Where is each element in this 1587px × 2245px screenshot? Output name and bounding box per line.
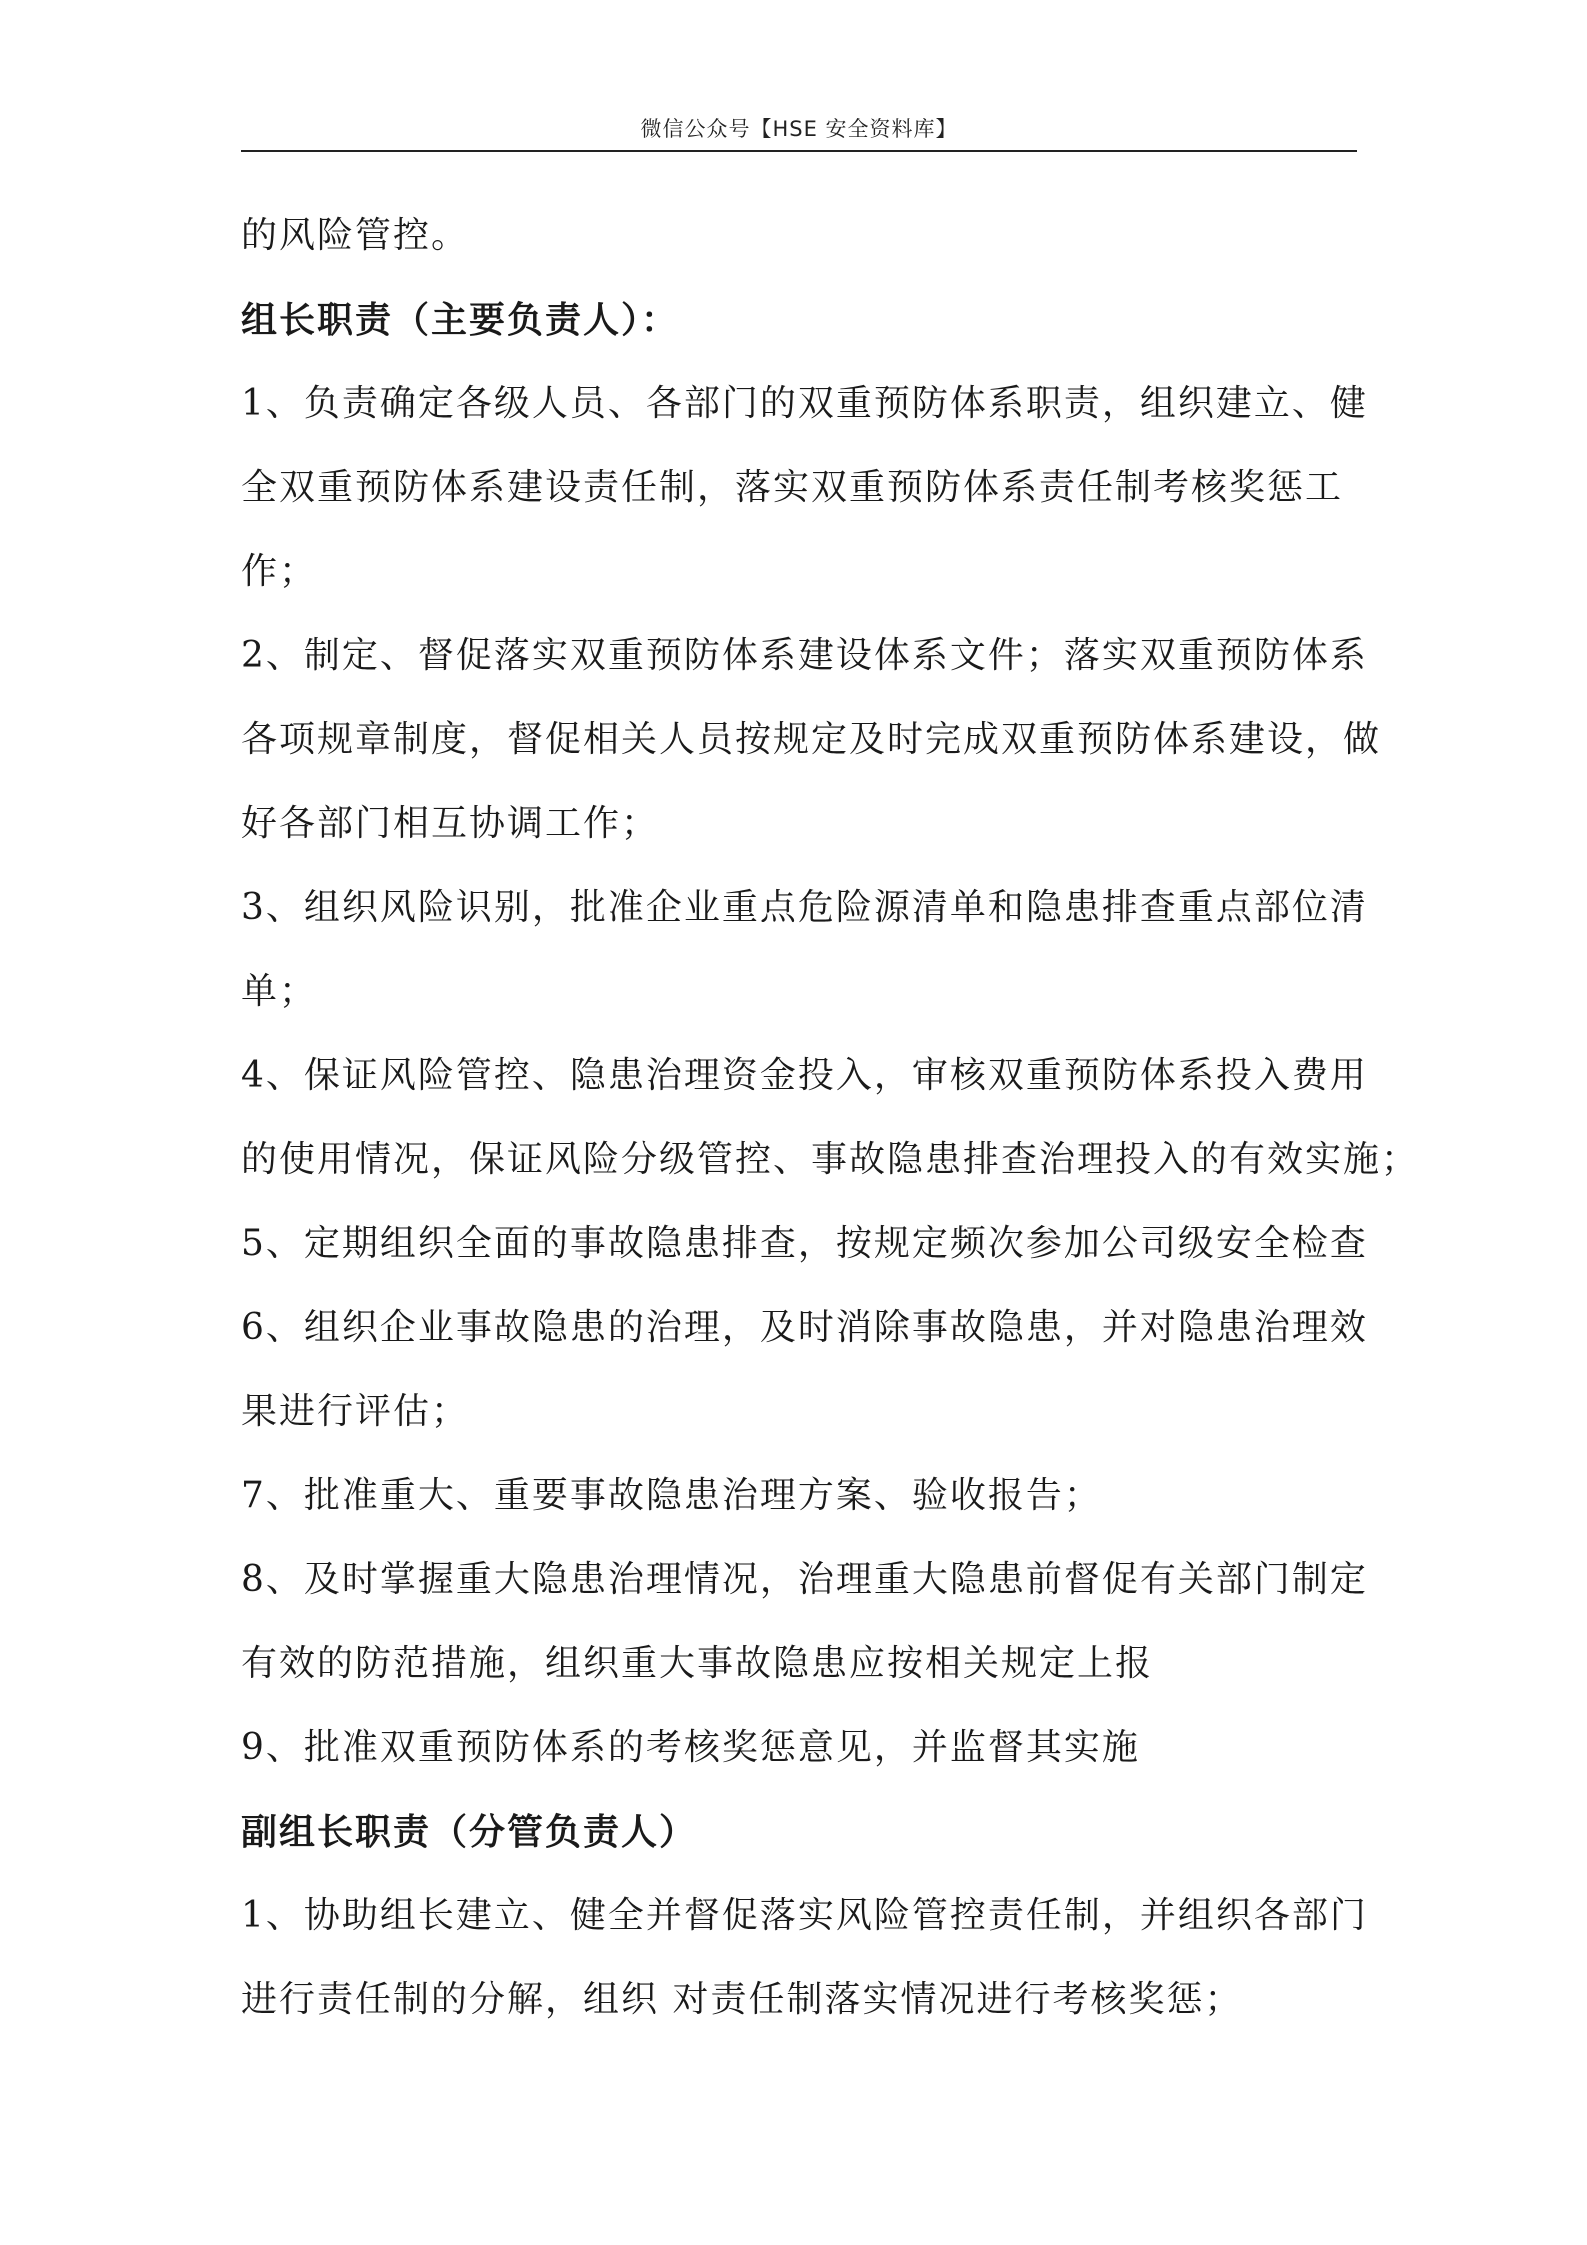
section-heading-leader: 组长职责（主要负责人）： [241,299,680,341]
text-line: 单； [241,971,318,1012]
text-line: 7、批准重大、重要事故隐患治理方案、验收报告； [241,1475,1102,1516]
text-line: 果进行评估； [241,1391,470,1432]
text-line: 4、保证风险管控、隐患治理资金投入，审核双重预防体系投入费用 [241,1055,1368,1096]
page-header [241,108,1357,152]
text-line: 6、组织企业事故隐患的治理，及时消除事故隐患，并对隐患治理效 [241,1307,1368,1348]
text-line: 9、批准双重预防体系的考核奖惩意见，并监督其实施 [241,1727,1140,1768]
text-line: 1、负责确定各级人员、各部门的双重预防体系职责，组织建立、健 [241,383,1368,424]
document-body [241,194,1420,2042]
text-line: 3、组织风险识别，批准企业重点危险源清单和隐患排查重点部位清 [241,887,1368,928]
text-line: 1、协助组长建立、健全并督促落实风险管控责任制，并组织各部门 [241,1895,1368,1936]
text-line: 的使用情况，保证风险分级管控、事故隐患排查治理投入的有效实施； [241,1139,1420,1180]
text-line: 有效的防范措施，组织重大事故隐患应按相关规定上报 [241,1643,1154,1684]
text-line: 全双重预防体系建设责任制，落实双重预防体系责任制考核奖惩工 [241,467,1344,508]
text-line: 8、及时掌握重大隐患治理情况，治理重大隐患前督促有关部门制定 [241,1559,1368,1600]
header-text: 微信公众号【HSE 安全资料库】 [640,117,958,141]
text-line: 各项规章制度，督促相关人员按规定及时完成双重预防体系建设，做 [241,719,1382,760]
text-line: 2、制定、督促落实双重预防体系建设体系文件；落实双重预防体系 [241,635,1368,676]
text-line: 5、定期组织全面的事故隐患排查，按规定频次参加公司级安全检查 [241,1223,1368,1264]
text-line: 好各部门相互协调工作； [241,803,660,844]
section-heading-deputy: 副组长职责（分管负责人） [241,1811,698,1853]
text-line: 进行责任制的分解，组织 对责任制落实情况进行考核奖惩； [241,1979,1243,2020]
text-line: 作； [241,551,318,592]
text-line: 的风险管控。 [241,215,470,256]
